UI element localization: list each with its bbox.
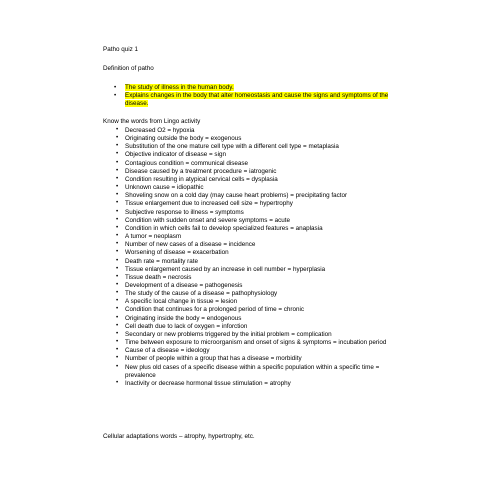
term-text: Tissue enlargement caused by an increase in cell number = hyperplasia — [125, 265, 326, 273]
bullet-icon: • — [116, 191, 119, 199]
term-text: Unknown cause = idiopathic — [125, 184, 204, 192]
term-item — [103, 168, 403, 176]
term-item — [103, 151, 403, 159]
term-item — [103, 233, 403, 241]
definition-item — [103, 84, 403, 92]
bullet-icon: • — [116, 232, 119, 240]
term-item — [103, 200, 403, 208]
term-text: Tissue enlargement due to increased cell size = hypertrophy — [125, 200, 293, 208]
bullet-icon: • — [116, 240, 119, 248]
term-text: Condition that continues for a prolonged period of time = chronic — [125, 306, 305, 314]
term-item — [103, 135, 403, 143]
term-text: Secondary or new problems triggered by the initial problem = complication — [125, 330, 332, 338]
term-text: Decreased O2 = hypoxia — [125, 127, 195, 134]
bullet-icon: • — [116, 272, 119, 280]
term-item — [103, 298, 403, 306]
term-text: New plus old cases of a specific disease within a specific population within a specific time = prevalence — [125, 363, 380, 379]
term-text: Number of new cases of a disease = incidence — [125, 241, 256, 249]
term-item — [103, 241, 403, 249]
term-text: Cell death due to lack of oxygen = inforction — [125, 322, 248, 330]
bullet-icon: • — [116, 256, 119, 264]
term-item — [103, 282, 403, 290]
bullet-icon: • — [116, 142, 119, 150]
term-item — [103, 249, 403, 257]
term-item — [103, 306, 403, 314]
definition-item — [103, 92, 403, 108]
term-text: Development of a disease = pathogenesis — [125, 281, 243, 289]
known-words-heading: Know the words from Lingo activity — [103, 118, 201, 125]
term-text: Disease caused by a treatment procedure = iatrogenic — [125, 167, 277, 175]
term-text: Condition with sudden onset and severe symptoms = acute — [125, 216, 291, 224]
term-item — [103, 225, 403, 233]
term-item — [103, 209, 403, 217]
term-item — [103, 355, 403, 363]
definition-list — [103, 84, 403, 108]
bullet-icon: • — [116, 362, 119, 370]
bullet-icon: • — [116, 183, 119, 191]
bullet-icon: • — [116, 354, 119, 362]
bullet-icon: • — [116, 166, 119, 174]
term-item — [103, 315, 403, 323]
term-text: Condition in which cells fail to develop specialized features = anaplasia — [125, 224, 323, 232]
term-text: Originating inside the body = endogenous — [125, 314, 242, 322]
bullet-icon: • — [116, 223, 119, 231]
term-item — [103, 380, 403, 388]
term-item — [103, 331, 403, 339]
term-text: A tumor = neoplasm — [125, 233, 182, 241]
term-item — [103, 192, 403, 200]
bullet-icon: • — [116, 248, 119, 256]
term-text: The study of the cause of a disease = pathophysiology — [125, 290, 278, 298]
bullet-icon: • — [116, 207, 119, 215]
term-text: A specific local change in tissue = lesion — [125, 298, 238, 306]
definition-text: The study of illness in the human body. — [125, 84, 234, 91]
bullet-icon: • — [116, 150, 119, 158]
bullet-icon: • — [116, 305, 119, 313]
definition-heading: Definition of patho — [103, 65, 154, 72]
term-item — [103, 290, 403, 298]
term-text: Subjective response to illness = symptoms — [125, 208, 244, 216]
term-text: Inactivity or decrease hormonal tissue stimulation = atrophy — [125, 379, 291, 387]
term-item — [103, 339, 403, 347]
term-item — [103, 364, 403, 380]
bullet-icon: • — [116, 264, 119, 272]
bullet-icon: • — [116, 346, 119, 354]
bullet-icon: • — [116, 321, 119, 329]
term-item — [103, 127, 403, 135]
bullet-icon: • — [114, 84, 117, 91]
term-text: Tissue death = necrosis — [125, 273, 192, 281]
term-text: Worsening of disease = exacerbation — [125, 249, 229, 257]
term-item — [103, 184, 403, 192]
bullet-icon: • — [116, 174, 119, 182]
bullet-icon: • — [116, 199, 119, 207]
term-text: Number of people within a group that has a disease = morbidity — [125, 355, 302, 363]
cellular-adaptations-line: Cellular adaptations words – atrophy, hypertrophy, etc. — [103, 433, 255, 440]
bullet-icon: • — [116, 289, 119, 297]
bullet-icon: • — [116, 338, 119, 346]
definition-text: Explains changes in the body that alter homeostasis and cause the signs and symptoms of the disease. — [125, 92, 389, 108]
bullet-icon: • — [116, 329, 119, 337]
term-text: Condition resulting in atypical cervical cells = dysplasia — [125, 175, 278, 183]
terms-list — [103, 127, 403, 388]
bullet-icon: • — [116, 215, 119, 223]
term-text: Cause of a disease = ideology — [125, 347, 210, 355]
term-item — [103, 323, 403, 331]
term-item — [103, 274, 403, 282]
bullet-icon: • — [116, 378, 119, 386]
term-item — [103, 347, 403, 355]
bullet-icon: • — [116, 297, 119, 305]
term-item — [103, 176, 403, 184]
term-item — [103, 160, 403, 168]
term-text: Time between exposure to microorganism and onset of signs & symptoms = incubation period — [125, 339, 387, 347]
term-item — [103, 143, 403, 151]
term-text: Death rate = mortality rate — [125, 257, 198, 265]
bullet-icon: • — [116, 126, 119, 133]
term-text: Objective indicator of disease = sign — [125, 151, 226, 159]
bullet-icon: • — [116, 158, 119, 166]
document-title: Patho quiz 1 — [103, 46, 139, 53]
term-item — [103, 266, 403, 274]
term-text: Originating outside the body = exogenous — [125, 135, 242, 143]
term-text: Contagious condition = communical disease — [125, 159, 249, 167]
term-item — [103, 217, 403, 225]
term-item — [103, 258, 403, 266]
bullet-icon: • — [114, 92, 117, 100]
term-text: Substitution of the one mature cell type with a different cell type = metaplasia — [125, 143, 339, 151]
bullet-icon: • — [116, 134, 119, 142]
bullet-icon: • — [116, 280, 119, 288]
term-text: Shoveling snow on a cold day (may cause heart problems) = precipitating factor — [125, 192, 348, 200]
bullet-icon: • — [116, 313, 119, 321]
